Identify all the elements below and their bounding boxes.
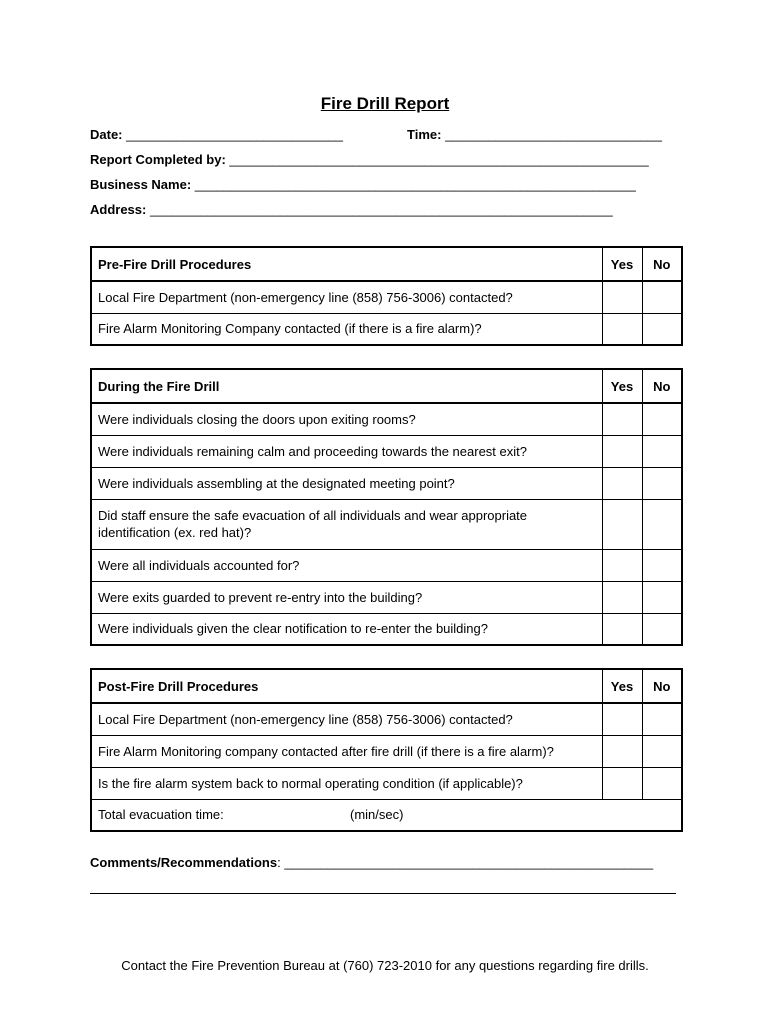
business-name-label: Business Name: bbox=[90, 177, 192, 192]
comments-blank[interactable]: : ___________________________________________________ bbox=[277, 855, 654, 870]
no-checkbox-cell[interactable] bbox=[642, 581, 682, 613]
total-evacuation-cell[interactable] bbox=[91, 799, 682, 831]
question-text: Local Fire Department (non-emergency line (858) 756-3006) contacted? bbox=[91, 703, 602, 735]
yes-checkbox-cell[interactable] bbox=[602, 703, 642, 735]
time-label: Time: bbox=[407, 127, 442, 142]
business-name-field[interactable] bbox=[90, 177, 636, 192]
no-header: No bbox=[642, 369, 682, 403]
no-checkbox-cell[interactable] bbox=[642, 549, 682, 581]
no-checkbox-cell[interactable] bbox=[642, 613, 682, 645]
no-checkbox-cell[interactable] bbox=[642, 703, 682, 735]
table-row bbox=[91, 549, 682, 581]
yes-checkbox-cell[interactable] bbox=[602, 403, 642, 435]
total-evacuation-unit: (min/sec) bbox=[350, 807, 404, 823]
yes-checkbox-cell[interactable] bbox=[602, 499, 642, 549]
date-blank[interactable]: ______________________________ bbox=[126, 127, 344, 142]
table-row bbox=[91, 313, 682, 345]
total-evacuation-row bbox=[91, 799, 682, 831]
table-row bbox=[91, 435, 682, 467]
question-text: Were individuals closing the doors upon exiting rooms? bbox=[91, 403, 602, 435]
yes-header: Yes bbox=[602, 369, 642, 403]
no-checkbox-cell[interactable] bbox=[642, 281, 682, 313]
report-completed-blank[interactable]: __________________________________________________________ bbox=[229, 152, 649, 167]
question-text: Were all individuals accounted for? bbox=[91, 549, 602, 581]
date-label: Date: bbox=[90, 127, 123, 142]
table-row bbox=[91, 735, 682, 767]
table-row bbox=[91, 613, 682, 645]
comments-field[interactable] bbox=[90, 855, 653, 870]
no-checkbox-cell[interactable] bbox=[642, 313, 682, 345]
yes-checkbox-cell[interactable] bbox=[602, 767, 642, 799]
table-row bbox=[91, 499, 682, 549]
footer-contact: Contact the Fire Prevention Bureau at (760) 723-2010 for any questions regarding fire drills. bbox=[121, 958, 649, 973]
table-row bbox=[91, 767, 682, 799]
comments-second-line[interactable] bbox=[90, 893, 676, 894]
pre-drill-header: Pre-Fire Drill Procedures bbox=[91, 247, 602, 281]
table-header-row bbox=[91, 369, 682, 403]
no-checkbox-cell[interactable] bbox=[642, 403, 682, 435]
no-checkbox-cell[interactable] bbox=[642, 735, 682, 767]
comments-label: Comments/Recommendations bbox=[90, 855, 278, 870]
table-row bbox=[91, 467, 682, 499]
report-completed-label: Report Completed by: bbox=[90, 152, 226, 167]
address-field[interactable] bbox=[90, 202, 613, 217]
table-row bbox=[91, 281, 682, 313]
question-text: Fire Alarm Monitoring company contacted after fire drill (if there is a fire alarm)? bbox=[91, 735, 602, 767]
table-row bbox=[91, 703, 682, 735]
yes-checkbox-cell[interactable] bbox=[602, 735, 642, 767]
question-text: Fire Alarm Monitoring Company contacted (if there is a fire alarm)? bbox=[91, 313, 602, 345]
page-title: Fire Drill Report bbox=[320, 94, 450, 113]
pre-drill-table bbox=[90, 246, 683, 346]
question-text: Were individuals assembling at the designated meeting point? bbox=[91, 467, 602, 499]
post-drill-table bbox=[90, 668, 683, 832]
business-name-blank[interactable]: _____________________________________________________________ bbox=[194, 177, 636, 192]
no-checkbox-cell[interactable] bbox=[642, 767, 682, 799]
question-text: Did staff ensure the safe evacuation of all individuals and wear appropriate identification (ex. red hat)? bbox=[91, 499, 602, 549]
yes-checkbox-cell[interactable] bbox=[602, 435, 642, 467]
time-field[interactable] bbox=[407, 127, 662, 142]
during-drill-header: During the Fire Drill bbox=[91, 369, 602, 403]
yes-checkbox-cell[interactable] bbox=[602, 313, 642, 345]
yes-checkbox-cell[interactable] bbox=[602, 581, 642, 613]
yes-header: Yes bbox=[602, 669, 642, 703]
yes-header: Yes bbox=[602, 247, 642, 281]
table-row bbox=[91, 581, 682, 613]
question-text: Is the fire alarm system back to normal operating condition (if applicable)? bbox=[91, 767, 602, 799]
table-header-row bbox=[91, 247, 682, 281]
yes-checkbox-cell[interactable] bbox=[602, 467, 642, 499]
no-header: No bbox=[642, 669, 682, 703]
table-header-row bbox=[91, 669, 682, 703]
question-text: Were individuals given the clear notification to re-enter the building? bbox=[91, 613, 602, 645]
no-header: No bbox=[642, 247, 682, 281]
during-drill-table bbox=[90, 368, 683, 646]
yes-checkbox-cell[interactable] bbox=[602, 613, 642, 645]
address-blank[interactable]: ________________________________________________________________ bbox=[149, 202, 613, 217]
yes-checkbox-cell[interactable] bbox=[602, 549, 642, 581]
no-checkbox-cell[interactable] bbox=[642, 467, 682, 499]
time-blank[interactable]: ______________________________ bbox=[445, 127, 662, 142]
question-text: Were exits guarded to prevent re-entry into the building? bbox=[91, 581, 602, 613]
question-text: Were individuals remaining calm and proceeding towards the nearest exit? bbox=[91, 435, 602, 467]
address-label: Address: bbox=[90, 202, 147, 217]
no-checkbox-cell[interactable] bbox=[642, 499, 682, 549]
yes-checkbox-cell[interactable] bbox=[602, 281, 642, 313]
report-completed-field[interactable] bbox=[90, 152, 649, 167]
table-row bbox=[91, 403, 682, 435]
date-field[interactable] bbox=[90, 127, 343, 142]
post-drill-header: Post-Fire Drill Procedures bbox=[91, 669, 602, 703]
question-text: Local Fire Department (non-emergency line (858) 756-3006) contacted? bbox=[91, 281, 602, 313]
total-evacuation-label: Total evacuation time: bbox=[98, 807, 224, 823]
no-checkbox-cell[interactable] bbox=[642, 435, 682, 467]
